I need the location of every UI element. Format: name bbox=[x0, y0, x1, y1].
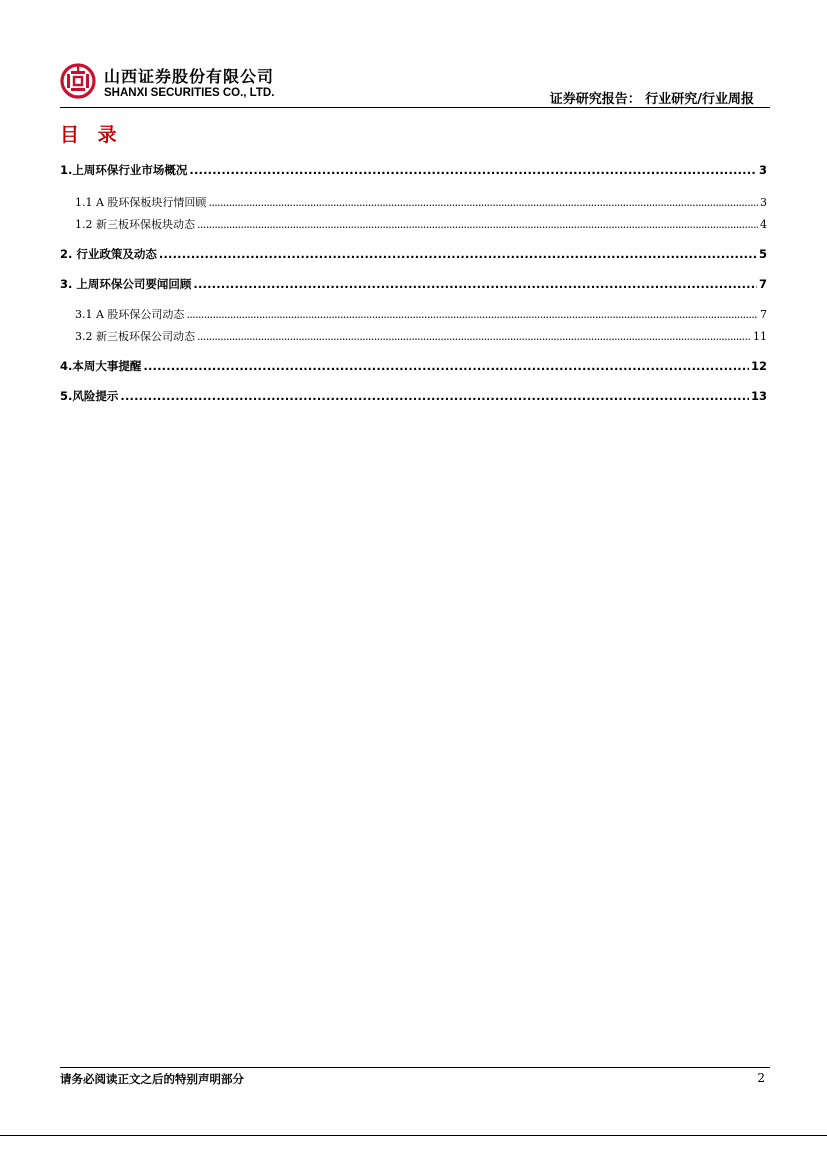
toc-entry[interactable] bbox=[60, 388, 767, 404]
page-header bbox=[0, 0, 827, 110]
toc-title: 目 录 bbox=[60, 124, 123, 146]
footer-disclaimer: 请务必阅读正文之后的特别声明部分 bbox=[60, 1072, 244, 1086]
toc-entry-label: 5.风险提示 bbox=[60, 389, 119, 403]
toc-entry-label: 4.本周大事提醒 bbox=[60, 359, 142, 373]
toc-entry-label: 3.1 A 股环保公司动态 bbox=[75, 308, 185, 321]
report-type-label: 证券研究报告： 行业研究/行业周报 bbox=[549, 92, 754, 107]
toc-entry-label: 1.2 新三板环保板块动态 bbox=[75, 218, 195, 231]
toc-entry[interactable] bbox=[60, 162, 767, 178]
header-divider bbox=[60, 107, 770, 108]
toc-entry[interactable] bbox=[60, 358, 767, 374]
toc-leader-dots bbox=[189, 163, 757, 177]
toc-entry-page: 3 bbox=[758, 163, 767, 177]
toc-entry[interactable] bbox=[60, 328, 767, 344]
toc-entry-page: 11 bbox=[753, 330, 767, 343]
toc-entry-page: 7 bbox=[758, 277, 767, 291]
toc-entry-page: 3 bbox=[760, 196, 767, 209]
toc-entry-label: 3.2 新三板环保公司动态 bbox=[75, 330, 195, 343]
toc-entry-page: 7 bbox=[760, 308, 767, 321]
toc-leader-dots bbox=[193, 277, 757, 291]
toc-leader-dots bbox=[120, 389, 749, 403]
toc-leader-dots bbox=[208, 196, 758, 209]
toc-leader-dots bbox=[143, 359, 749, 373]
toc-entry[interactable] bbox=[60, 306, 767, 322]
toc-entry-page: 4 bbox=[760, 218, 767, 231]
toc-leader-dots bbox=[186, 308, 758, 321]
toc-leader-dots bbox=[197, 218, 758, 231]
toc-entry[interactable] bbox=[60, 276, 767, 292]
toc-entry-label: 2. 行业政策及动态 bbox=[60, 247, 157, 261]
footer-divider bbox=[60, 1067, 770, 1068]
toc-entry[interactable] bbox=[60, 194, 767, 210]
toc-leader-dots bbox=[197, 330, 751, 343]
toc-entry[interactable] bbox=[60, 216, 767, 232]
toc-entry-page: 12 bbox=[750, 359, 767, 373]
page-bottom-divider bbox=[0, 1135, 827, 1136]
toc-leader-dots bbox=[159, 247, 757, 261]
toc-entry-label: 1.上周环保行业市场概况 bbox=[60, 163, 188, 177]
toc-entry[interactable] bbox=[60, 246, 767, 262]
toc-entry-page: 5 bbox=[758, 247, 767, 261]
page-number: 2 bbox=[757, 1071, 765, 1085]
company-logo-icon bbox=[60, 63, 96, 99]
company-name-cn: 山西证券股份有限公司 bbox=[104, 67, 275, 86]
toc-entry-label: 3. 上周环保公司要闻回顾 bbox=[60, 277, 192, 291]
toc-entry-page: 13 bbox=[750, 389, 767, 403]
company-name-en: SHANXI SECURITIES CO., LTD. bbox=[104, 87, 275, 99]
toc-entry-label: 1.1 A 股环保板块行情回顾 bbox=[75, 196, 207, 209]
